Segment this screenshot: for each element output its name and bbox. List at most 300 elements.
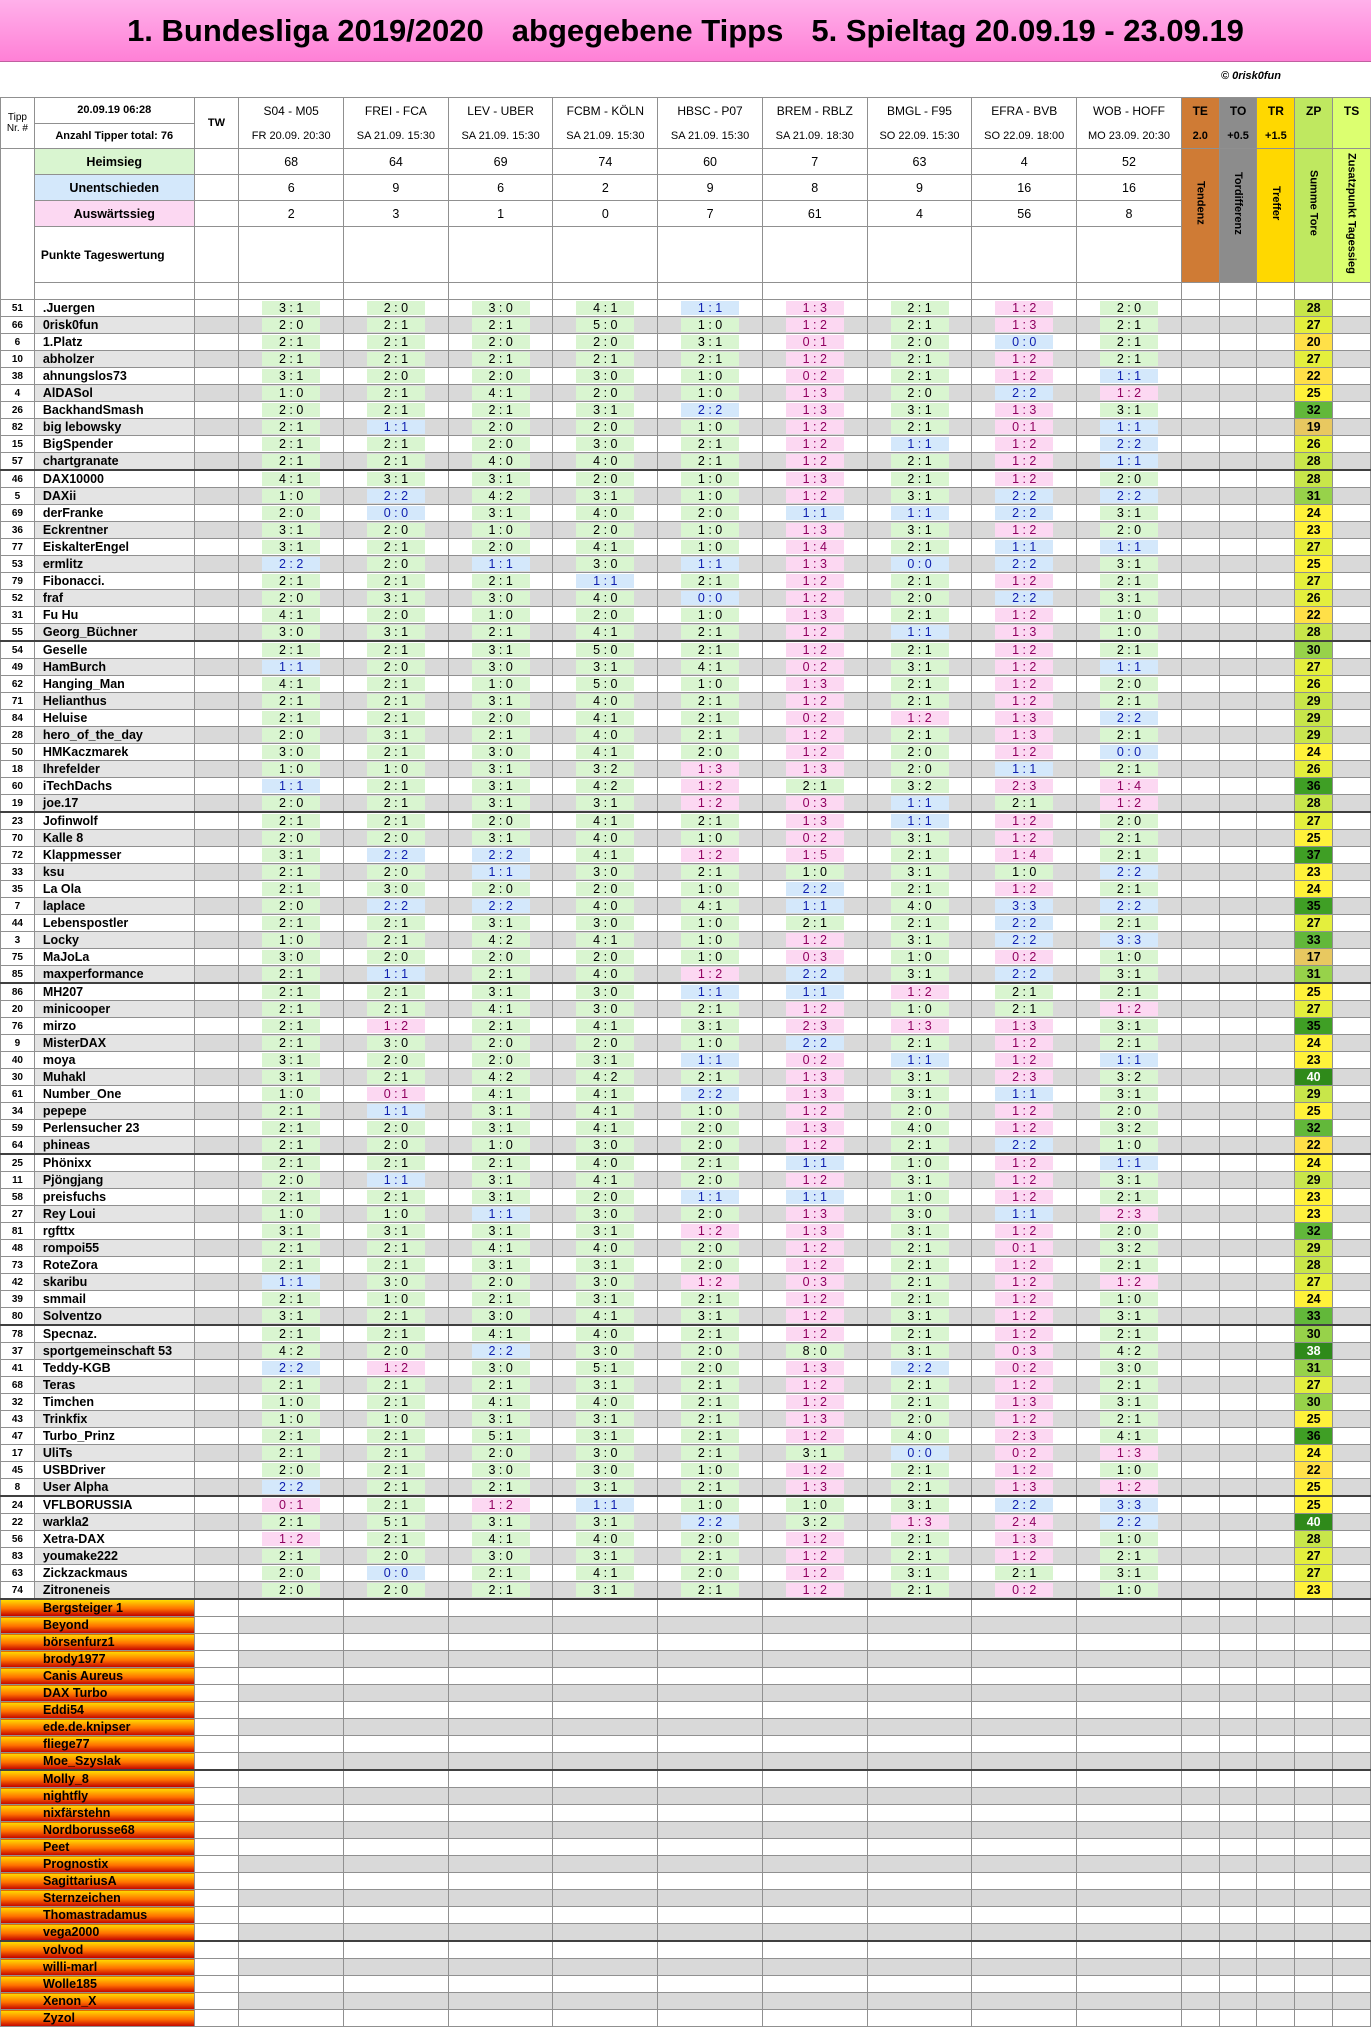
empty-cell	[762, 1993, 867, 2010]
missing-tipper	[1, 1753, 195, 1771]
tipper-row	[1, 470, 1371, 488]
tip-score: 3 : 2	[786, 1515, 844, 1529]
tw-cell	[194, 539, 239, 556]
tip-score: 2 : 1	[367, 779, 425, 793]
stats-value: 16	[972, 175, 1077, 201]
tw-cell	[194, 830, 239, 847]
empty-cell	[448, 1770, 553, 1788]
tip-cell	[1077, 385, 1182, 402]
tip-cell	[972, 1548, 1077, 1565]
tr-cell	[1257, 1479, 1295, 1497]
tip-score: 1 : 1	[891, 625, 949, 639]
tipper-row	[1, 419, 1371, 436]
tip-cell	[344, 761, 449, 778]
empty-cell	[1181, 1941, 1219, 1959]
empty-cell	[448, 1976, 553, 1993]
tr-cell	[1257, 1086, 1295, 1103]
tipper-row	[1, 1343, 1371, 1360]
tip-score: 2 : 1	[891, 728, 949, 742]
te-cell	[1181, 778, 1219, 795]
tip-score: 1 : 0	[681, 950, 739, 964]
zp-score: 29	[1295, 1086, 1333, 1103]
tip-score: 2 : 1	[367, 1258, 425, 1272]
tipp-number: 46	[1, 470, 35, 488]
tip-cell	[448, 1496, 553, 1514]
empty-cell	[762, 1907, 867, 1924]
tip-score: 1 : 1	[995, 540, 1053, 554]
empty-cell	[553, 1788, 658, 1805]
tipper-row	[1, 1531, 1371, 1548]
tipper-row	[1, 898, 1371, 915]
tip-score: 2 : 1	[367, 1070, 425, 1084]
te-cell	[1181, 1137, 1219, 1155]
te-cell	[1181, 1360, 1219, 1377]
tip-cell	[239, 470, 344, 488]
tip-score: 2 : 0	[472, 814, 530, 828]
tip-score: 2 : 2	[995, 1138, 1053, 1152]
tip-cell	[448, 641, 553, 659]
tr-cell	[1257, 436, 1295, 453]
to-cell	[1219, 1103, 1257, 1120]
tip-cell	[553, 1018, 658, 1035]
empty-cell	[972, 1685, 1077, 1702]
tip-score: 2 : 1	[472, 1480, 530, 1494]
tip-score: 3 : 1	[891, 523, 949, 537]
tip-cell	[972, 419, 1077, 436]
tipper-name: Muhakl	[34, 1069, 194, 1086]
tip-score: 1 : 3	[995, 1395, 1053, 1409]
tip-cell	[972, 317, 1077, 334]
missing-tipper-row	[1, 1668, 1371, 1685]
tipper-row	[1, 1137, 1371, 1155]
tip-cell	[239, 1052, 344, 1069]
tip-score: 2 : 1	[995, 1002, 1053, 1016]
tip-score: 1 : 0	[1100, 625, 1158, 639]
tipper-row	[1, 1172, 1371, 1189]
empty-cell	[1077, 1839, 1182, 1856]
to-cell	[1219, 488, 1257, 505]
tip-score: 4 : 1	[472, 1395, 530, 1409]
empty-cell	[658, 1634, 763, 1651]
tip-score: 1 : 2	[995, 643, 1053, 657]
tr-cell	[1257, 522, 1295, 539]
tipp-number: 68	[1, 1377, 35, 1394]
empty-cell	[1257, 2010, 1295, 2027]
tip-cell	[867, 1308, 972, 1326]
tip-cell	[344, 436, 449, 453]
tip-score: 1 : 2	[1100, 796, 1158, 810]
tip-score: 2 : 0	[1100, 472, 1158, 486]
tip-score: 2 : 1	[1100, 831, 1158, 845]
tip-cell	[344, 778, 449, 795]
tip-cell	[448, 573, 553, 590]
tip-cell	[553, 1548, 658, 1565]
tw-cell	[194, 556, 239, 573]
tip-cell	[239, 744, 344, 761]
tipper-row	[1, 317, 1371, 334]
tip-score: 1 : 2	[786, 933, 844, 947]
stats-value: 61	[762, 201, 867, 227]
empty-cell	[1333, 1822, 1371, 1839]
tip-cell	[239, 1394, 344, 1411]
tw-cell	[194, 351, 239, 368]
tip-score: 3 : 0	[472, 1309, 530, 1323]
ts-cell	[1333, 1343, 1371, 1360]
tip-score: 2 : 0	[472, 369, 530, 383]
tipper-name: pepepe	[34, 1103, 194, 1120]
tip-cell	[658, 1479, 763, 1497]
tip-cell	[344, 1172, 449, 1189]
tip-cell	[448, 1394, 553, 1411]
tip-score: 3 : 1	[262, 1053, 320, 1067]
tip-cell	[239, 607, 344, 624]
tip-cell	[553, 1428, 658, 1445]
tip-cell	[972, 385, 1077, 402]
tip-score: 0 : 2	[786, 711, 844, 725]
empty-cell	[553, 1685, 658, 1702]
tip-cell	[448, 539, 553, 556]
to-cell	[1219, 1462, 1257, 1479]
tip-cell	[239, 1206, 344, 1223]
tip-score: 2 : 1	[681, 1327, 739, 1341]
tip-cell	[344, 659, 449, 676]
tip-cell	[448, 659, 553, 676]
empty-cell	[867, 1873, 972, 1890]
tip-cell	[448, 300, 553, 317]
tip-cell	[762, 966, 867, 984]
tip-cell	[553, 334, 658, 351]
tw-cell	[194, 1736, 239, 1753]
tip-cell	[658, 1206, 763, 1223]
ts-cell	[1333, 812, 1371, 830]
tip-cell	[553, 368, 658, 385]
to-cell	[1219, 1035, 1257, 1052]
tw-cell	[194, 1668, 239, 1685]
tipp-number: 22	[1, 1514, 35, 1531]
stats-row-unent	[1, 175, 1371, 201]
empty-cell	[1257, 1651, 1295, 1668]
zp-score: 26	[1295, 436, 1333, 453]
te-cell	[1181, 1428, 1219, 1445]
tipp-number: 45	[1, 1462, 35, 1479]
tip-score: 1 : 2	[995, 1292, 1053, 1306]
tip-score: 2 : 0	[1100, 523, 1158, 537]
te-cell	[1181, 676, 1219, 693]
tipper-row	[1, 676, 1371, 693]
tipper-name: Fu Hu	[34, 607, 194, 624]
tip-score: 2 : 0	[472, 882, 530, 896]
tip-score: 2 : 0	[681, 1344, 739, 1358]
empty-cell	[972, 1941, 1077, 1959]
tip-score: 3 : 1	[1100, 591, 1158, 605]
tip-cell	[448, 761, 553, 778]
tip-score: 1 : 3	[786, 677, 844, 691]
tip-score: 1 : 2	[786, 1566, 844, 1580]
tip-score: 2 : 1	[891, 1327, 949, 1341]
tipper-name: fraf	[34, 590, 194, 607]
tip-cell	[762, 1018, 867, 1035]
tw-cell	[194, 505, 239, 522]
tipper-name: Trinkfix	[34, 1411, 194, 1428]
ts-cell	[1333, 1514, 1371, 1531]
ts-cell	[1333, 847, 1371, 864]
zp-score: 27	[1295, 1548, 1333, 1565]
tip-cell	[239, 1343, 344, 1360]
te-cell	[1181, 915, 1219, 932]
empty-cell	[239, 1668, 344, 1685]
tip-score: 1 : 0	[681, 489, 739, 503]
to-cell	[1219, 1531, 1257, 1548]
tip-cell	[867, 1548, 972, 1565]
tip-score: 1 : 2	[786, 1429, 844, 1443]
tipper-name: moya	[34, 1052, 194, 1069]
tip-cell	[658, 351, 763, 368]
tipper-row	[1, 505, 1371, 522]
tip-score: 4 : 0	[576, 506, 634, 520]
empty-cell	[972, 1770, 1077, 1788]
tip-cell	[762, 300, 867, 317]
empty-cell	[553, 1736, 658, 1753]
empty-cell	[972, 1788, 1077, 1805]
zp-score: 25	[1295, 556, 1333, 573]
tip-score: 4 : 0	[576, 1532, 634, 1546]
tip-score: 2 : 2	[995, 591, 1053, 605]
empty-cell	[344, 1822, 449, 1839]
tip-cell	[762, 1086, 867, 1103]
tip-cell	[239, 1325, 344, 1343]
empty-cell	[1333, 1599, 1371, 1617]
tipper-name: mirzo	[34, 1018, 194, 1035]
ts-cell	[1333, 607, 1371, 624]
tip-score: 2 : 1	[891, 848, 949, 862]
missing-tipper	[1, 1702, 195, 1719]
to-cell	[1219, 573, 1257, 590]
tw-cell	[194, 1172, 239, 1189]
tip-cell	[867, 898, 972, 915]
tip-cell	[972, 1172, 1077, 1189]
bonus-label: Tendenz	[1194, 181, 1207, 225]
tip-score: 1 : 2	[681, 848, 739, 862]
tip-score: 2 : 2	[995, 916, 1053, 930]
empty-cell	[344, 1924, 449, 1942]
tr-cell	[1257, 864, 1295, 881]
tip-score: 2 : 0	[681, 1207, 739, 1221]
tip-score: 3 : 1	[472, 916, 530, 930]
tipper-row	[1, 539, 1371, 556]
tip-score: 1 : 2	[995, 1463, 1053, 1477]
tipper-name: UliTs	[34, 1445, 194, 1462]
tip-score: 2 : 1	[891, 318, 949, 332]
tip-score: 2 : 2	[995, 557, 1053, 571]
tw-cell	[194, 932, 239, 949]
tip-cell	[658, 1035, 763, 1052]
te-cell	[1181, 1120, 1219, 1137]
tip-cell	[1077, 744, 1182, 761]
empty-cell	[1257, 1788, 1295, 1805]
empty-cell	[1295, 1651, 1333, 1668]
to-cell	[1219, 317, 1257, 334]
tip-score: 4 : 1	[576, 1019, 634, 1033]
empty-cell	[658, 1788, 763, 1805]
missing-tipper	[1, 1890, 195, 1907]
punkte-row	[1, 227, 1371, 283]
tip-cell	[867, 1445, 972, 1462]
empty-cell	[1219, 1856, 1257, 1873]
tip-score: 4 : 0	[891, 899, 949, 913]
empty-cell	[658, 1907, 763, 1924]
tip-score: 1 : 0	[681, 523, 739, 537]
tip-cell	[867, 1496, 972, 1514]
tip-cell	[1077, 864, 1182, 881]
tw-cell	[194, 1206, 239, 1223]
tip-score: 2 : 0	[367, 369, 425, 383]
tip-score: 2 : 0	[262, 831, 320, 845]
tip-cell	[867, 641, 972, 659]
tipper-row	[1, 590, 1371, 607]
tip-cell	[344, 693, 449, 710]
bonus-label: Tordifferenz	[1232, 171, 1245, 235]
missing-tipper-row	[1, 1976, 1371, 1993]
tip-cell	[553, 1514, 658, 1531]
empty-cell	[1219, 1770, 1257, 1788]
empty-cell	[972, 1702, 1077, 1719]
tip-score: 1 : 2	[786, 420, 844, 434]
tip-score: 2 : 0	[576, 523, 634, 537]
missing-tipper	[1, 1634, 195, 1651]
tip-cell	[344, 573, 449, 590]
tip-cell	[867, 1325, 972, 1343]
empty-cell	[1333, 1702, 1371, 1719]
tip-score: 1 : 0	[681, 540, 739, 554]
tw-cell	[194, 1805, 239, 1822]
spacer	[1219, 283, 1257, 300]
empty-cell	[239, 1702, 344, 1719]
tip-cell	[762, 1445, 867, 1462]
tip-cell	[1077, 1531, 1182, 1548]
stats-value: 2	[239, 201, 344, 227]
ts-cell	[1333, 1445, 1371, 1462]
tip-cell	[239, 1069, 344, 1086]
tip-cell	[1077, 1120, 1182, 1137]
empty-cell	[344, 1702, 449, 1719]
empty-cell	[762, 1668, 867, 1685]
tr-cell	[1257, 1018, 1295, 1035]
tip-score: 1 : 2	[786, 1173, 844, 1187]
empty-cell	[1181, 1822, 1219, 1839]
tip-score: 3 : 0	[262, 625, 320, 639]
tip-score: 1 : 1	[1100, 1156, 1158, 1170]
tip-score: 2 : 2	[262, 1480, 320, 1494]
missing-tipper-name: Sternzeichen	[43, 1891, 121, 1905]
tip-cell	[867, 1291, 972, 1308]
te-cell	[1181, 932, 1219, 949]
empty-cell	[239, 1993, 344, 2010]
tip-cell	[658, 436, 763, 453]
empty-cell	[1181, 1856, 1219, 1873]
ts-cell	[1333, 1035, 1371, 1052]
tip-cell	[658, 966, 763, 984]
to-cell	[1219, 624, 1257, 642]
tip-cell	[1077, 1137, 1182, 1155]
tip-cell	[1077, 966, 1182, 984]
tip-score: 2 : 3	[1100, 1207, 1158, 1221]
tw-cell	[194, 1822, 239, 1839]
tip-cell	[762, 727, 867, 744]
tipper-name: La Ola	[34, 881, 194, 898]
tip-cell	[762, 932, 867, 949]
ts-cell	[1333, 1428, 1371, 1445]
empty-cell	[972, 1890, 1077, 1907]
tip-score: 3 : 1	[1100, 506, 1158, 520]
tip-score: 2 : 1	[681, 1395, 739, 1409]
tip-cell	[658, 1548, 763, 1565]
tip-cell	[1077, 334, 1182, 351]
tip-score: 1 : 1	[1100, 369, 1158, 383]
tip-cell	[1077, 368, 1182, 385]
tip-score: 2 : 0	[891, 335, 949, 349]
tipp-number: 66	[1, 317, 35, 334]
empty-cell	[762, 1788, 867, 1805]
empty-cell	[972, 1822, 1077, 1839]
tw-cell	[194, 522, 239, 539]
tipper-row	[1, 761, 1371, 778]
tip-score: 2 : 1	[262, 1002, 320, 1016]
tip-cell	[867, 470, 972, 488]
empty-cell	[448, 1822, 553, 1839]
empty-cell	[658, 1753, 763, 1771]
tipper-name: phineas	[34, 1137, 194, 1155]
empty-cell	[344, 1599, 449, 1617]
tipper-name: Phönixx	[34, 1154, 194, 1172]
tr-cell	[1257, 830, 1295, 847]
tip-cell	[239, 830, 344, 847]
tip-cell	[448, 1154, 553, 1172]
empty-cell	[1077, 1788, 1182, 1805]
tipper-name: Turbo_Prinz	[34, 1428, 194, 1445]
tip-cell	[658, 1496, 763, 1514]
tip-score: 2 : 1	[262, 1515, 320, 1529]
tipp-number: 15	[1, 436, 35, 453]
tip-score: 1 : 1	[786, 506, 844, 520]
ts-cell	[1333, 1223, 1371, 1240]
to-cell	[1219, 453, 1257, 471]
tip-cell	[762, 1052, 867, 1069]
tw-cell	[194, 1120, 239, 1137]
empty-cell	[762, 1634, 867, 1651]
missing-tipper-name: volvod	[43, 1943, 84, 1957]
tip-score: 1 : 2	[786, 1327, 844, 1341]
tip-cell	[867, 710, 972, 727]
te-cell	[1181, 727, 1219, 744]
tip-score: 4 : 1	[576, 814, 634, 828]
tip-cell	[972, 1018, 1077, 1035]
tr-cell	[1257, 539, 1295, 556]
tipper-row	[1, 522, 1371, 539]
te-cell	[1181, 1035, 1219, 1052]
tip-score: 2 : 1	[367, 1190, 425, 1204]
tip-score: 2 : 1	[262, 694, 320, 708]
tip-score: 1 : 0	[681, 1463, 739, 1477]
tip-score: 1 : 2	[786, 1583, 844, 1597]
empty-cell	[1257, 1719, 1295, 1736]
empty-cell	[972, 1993, 1077, 2010]
empty-cell	[1077, 1736, 1182, 1753]
tip-score: 2 : 1	[681, 1480, 739, 1494]
tip-score: 3 : 1	[891, 489, 949, 503]
tw-cell	[194, 607, 239, 624]
tip-cell	[553, 453, 658, 471]
tip-cell	[448, 624, 553, 642]
